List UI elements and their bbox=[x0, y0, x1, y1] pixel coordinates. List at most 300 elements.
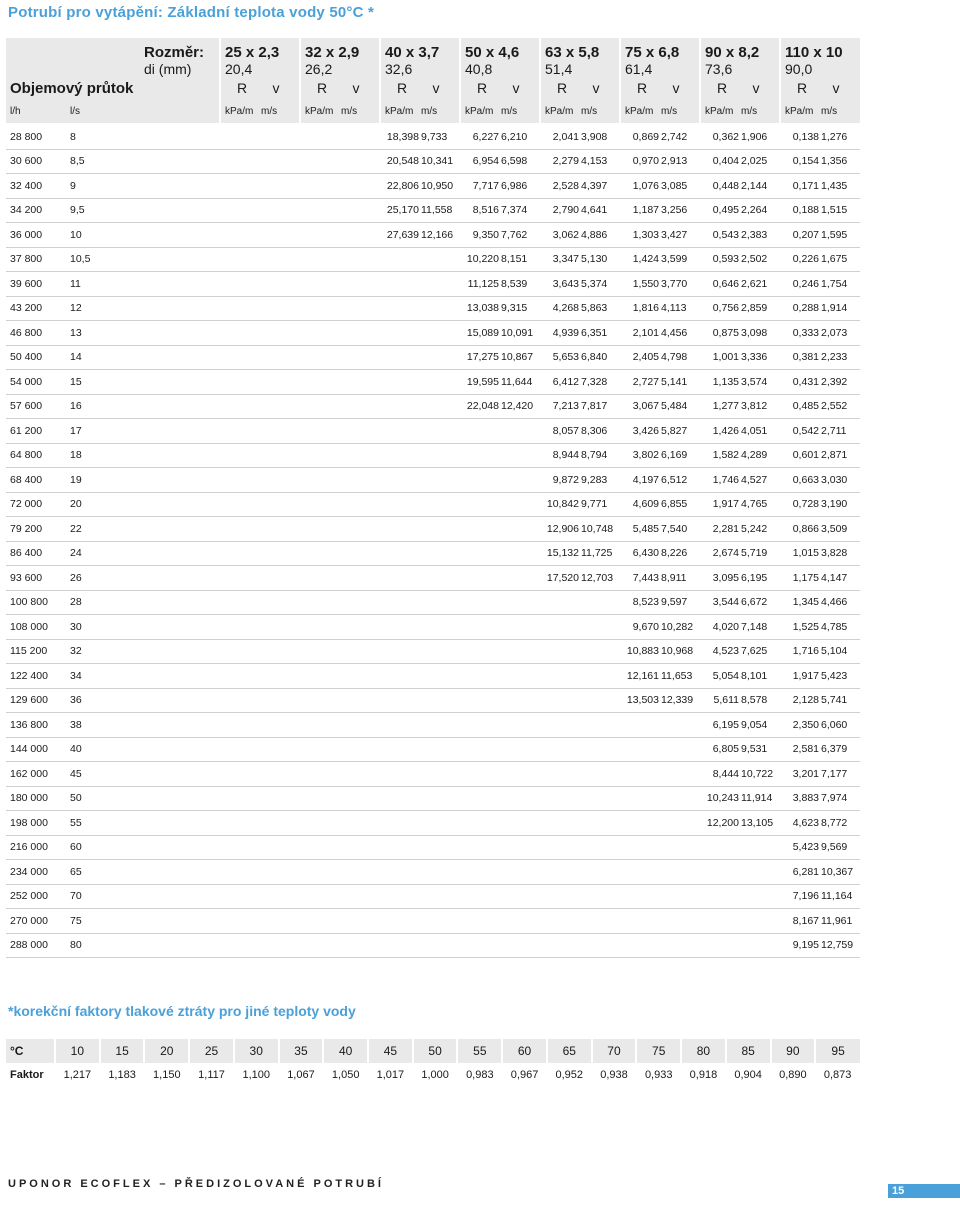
r-value: 1,187 bbox=[632, 204, 659, 217]
rv-cell bbox=[460, 639, 540, 664]
blank-cell bbox=[140, 198, 220, 223]
rv-cell bbox=[380, 468, 460, 493]
v-value: 5,863 bbox=[581, 302, 608, 315]
r-value: 0,288 bbox=[792, 302, 819, 315]
header-blank bbox=[6, 38, 140, 77]
table-row bbox=[6, 762, 860, 787]
flow-lh: 32 400 bbox=[6, 174, 66, 199]
v-value: 11,725 bbox=[581, 547, 613, 560]
r-label: R bbox=[316, 80, 328, 96]
r-value: 7,443 bbox=[632, 571, 659, 584]
blank-cell bbox=[140, 149, 220, 174]
rv-cell bbox=[700, 762, 780, 787]
r-value: 19,595 bbox=[466, 375, 499, 388]
v-label: v bbox=[592, 80, 600, 96]
rv-cell bbox=[620, 247, 700, 272]
r-value: 2,350 bbox=[792, 718, 819, 731]
rv-cell bbox=[300, 149, 380, 174]
r-value: 7,717 bbox=[472, 179, 499, 192]
rv-cell bbox=[300, 296, 380, 321]
r-value: 5,054 bbox=[712, 669, 739, 682]
flow-ls: 10,5 bbox=[66, 247, 140, 272]
factor-value: 1,017 bbox=[376, 1069, 405, 1081]
factor-label: Faktor bbox=[10, 1069, 44, 1081]
pipe-dimension: 110 x 10 bbox=[785, 44, 843, 61]
blank-cell bbox=[140, 639, 220, 664]
rv-cell bbox=[380, 370, 460, 395]
r-value: 20,548 bbox=[386, 155, 419, 168]
r-value: 0,362 bbox=[712, 130, 739, 143]
v-value: 4,886 bbox=[581, 228, 608, 241]
rv-cell bbox=[380, 198, 460, 223]
r-value: 3,883 bbox=[792, 792, 819, 805]
rv-cell bbox=[700, 419, 780, 444]
rv-cell bbox=[300, 272, 380, 297]
blank-cell bbox=[140, 590, 220, 615]
blank-cell bbox=[140, 370, 220, 395]
rv-cell bbox=[780, 541, 860, 566]
rv-cell bbox=[460, 198, 540, 223]
r-value: 27,639 bbox=[386, 228, 419, 241]
factor-value: 0,904 bbox=[734, 1069, 762, 1081]
correction-table bbox=[6, 1039, 860, 1087]
v-value: 6,512 bbox=[661, 473, 688, 486]
v-value: 3,098 bbox=[741, 326, 768, 339]
flow-ls: 16 bbox=[66, 394, 140, 419]
pipe-dimension: 50 x 4,6 bbox=[465, 44, 520, 61]
flow-ls: 10 bbox=[66, 223, 140, 248]
v-value: 8,151 bbox=[501, 253, 528, 266]
rv-cell bbox=[700, 443, 780, 468]
r-value: 6,954 bbox=[472, 155, 499, 168]
v-value: 3,030 bbox=[821, 473, 848, 486]
rv-header bbox=[620, 77, 700, 99]
v-value: 3,085 bbox=[661, 179, 688, 192]
rv-cell bbox=[380, 247, 460, 272]
rv-cell bbox=[780, 492, 860, 517]
rv-cell bbox=[460, 566, 540, 591]
rv-cell bbox=[220, 370, 300, 395]
v-value: 4,798 bbox=[661, 351, 688, 364]
v-value: 5,104 bbox=[821, 645, 848, 658]
unit-header bbox=[460, 99, 540, 124]
flow-ls: 20 bbox=[66, 492, 140, 517]
unit-header bbox=[540, 99, 620, 124]
flow-ls: 22 bbox=[66, 517, 140, 542]
table-row bbox=[6, 370, 860, 395]
rv-cell bbox=[700, 860, 780, 885]
v-value: 5,242 bbox=[741, 522, 768, 535]
page-number: 15 bbox=[892, 1185, 905, 1197]
rv-cell bbox=[540, 468, 620, 493]
rv-cell bbox=[540, 517, 620, 542]
v-value: 8,794 bbox=[581, 449, 608, 462]
unit-r: kPa/m bbox=[465, 105, 494, 117]
rv-cell bbox=[620, 786, 700, 811]
v-value: 7,762 bbox=[501, 228, 528, 241]
rv-cell bbox=[540, 566, 620, 591]
flow-lh: 34 200 bbox=[6, 198, 66, 223]
rv-cell bbox=[700, 492, 780, 517]
r-value: 3,544 bbox=[712, 596, 739, 609]
temp-value: 80 bbox=[681, 1039, 726, 1063]
pipe-dimension: 75 x 6,8 bbox=[625, 44, 680, 61]
flow-lh: 129 600 bbox=[6, 688, 66, 713]
rv-cell bbox=[540, 884, 620, 909]
rv-cell bbox=[460, 223, 540, 248]
blank-cell bbox=[140, 566, 220, 591]
rv-cell bbox=[460, 811, 540, 836]
rv-cell bbox=[540, 835, 620, 860]
r-value: 25,170 bbox=[386, 204, 419, 217]
flow-lh: 198 000 bbox=[6, 811, 66, 836]
r-value: 17,275 bbox=[466, 351, 499, 364]
rv-cell bbox=[620, 639, 700, 664]
table-row bbox=[6, 639, 860, 664]
rv-cell bbox=[220, 884, 300, 909]
v-value: 10,950 bbox=[421, 179, 454, 192]
v-value: 3,908 bbox=[581, 130, 608, 143]
rv-header bbox=[540, 77, 620, 99]
factor-value: 0,967 bbox=[510, 1069, 539, 1081]
v-value: 3,427 bbox=[661, 228, 688, 241]
pipe-inner-diameter: 90,0 bbox=[785, 61, 813, 77]
blank-cell bbox=[140, 468, 220, 493]
rv-cell bbox=[620, 664, 700, 689]
v-value: 6,060 bbox=[821, 718, 848, 731]
r-value: 2,727 bbox=[632, 375, 659, 388]
table-row bbox=[6, 468, 860, 493]
rv-cell bbox=[300, 370, 380, 395]
rv-cell bbox=[780, 762, 860, 787]
table-row bbox=[6, 884, 860, 909]
unit-r: kPa/m bbox=[785, 105, 814, 117]
rv-cell bbox=[460, 370, 540, 395]
r-value: 1,917 bbox=[792, 669, 819, 682]
rv-cell bbox=[460, 124, 540, 149]
v-value: 1,906 bbox=[741, 130, 768, 143]
flow-ls: 9 bbox=[66, 174, 140, 199]
v-value: 2,502 bbox=[741, 253, 768, 266]
r-value: 0,866 bbox=[792, 522, 819, 535]
rv-cell bbox=[380, 835, 460, 860]
r-label: R bbox=[636, 80, 648, 96]
factor-value: 1,050 bbox=[331, 1069, 360, 1081]
rv-cell bbox=[220, 174, 300, 199]
r-value: 0,543 bbox=[712, 228, 739, 241]
rv-cell bbox=[300, 247, 380, 272]
table-row bbox=[6, 737, 860, 762]
r-value: 8,167 bbox=[792, 914, 819, 927]
rv-cell bbox=[620, 615, 700, 640]
blank-cell bbox=[140, 247, 220, 272]
flow-ls: 8,5 bbox=[66, 149, 140, 174]
v-value: 2,025 bbox=[741, 155, 768, 168]
v-value: 1,595 bbox=[821, 228, 848, 241]
rv-cell bbox=[780, 860, 860, 885]
flow-lh: 100 800 bbox=[6, 590, 66, 615]
pipe-size-header bbox=[380, 38, 460, 77]
flow-ls: 26 bbox=[66, 566, 140, 591]
r-value: 0,485 bbox=[792, 400, 819, 413]
r-value: 2,790 bbox=[552, 204, 579, 217]
blank-cell bbox=[140, 835, 220, 860]
rv-cell bbox=[700, 933, 780, 958]
rv-cell bbox=[620, 149, 700, 174]
factor-value: 1,100 bbox=[242, 1069, 270, 1081]
flow-lh: 93 600 bbox=[6, 566, 66, 591]
flow-ls: 80 bbox=[66, 933, 140, 958]
r-value: 3,426 bbox=[632, 424, 659, 437]
table-row bbox=[6, 443, 860, 468]
rv-cell bbox=[220, 321, 300, 346]
rv-cell bbox=[540, 639, 620, 664]
r-value: 13,038 bbox=[466, 302, 499, 315]
pipe-inner-diameter: 32,6 bbox=[385, 61, 413, 77]
rv-cell bbox=[220, 909, 300, 934]
rv-cell bbox=[460, 933, 540, 958]
factor-value: 0,952 bbox=[555, 1069, 584, 1081]
rv-cell bbox=[300, 443, 380, 468]
blank-cell bbox=[140, 737, 220, 762]
temp-value: 75 bbox=[636, 1039, 681, 1063]
unit-v: m/s bbox=[501, 105, 518, 117]
v-label: v bbox=[752, 80, 760, 96]
rv-cell bbox=[380, 664, 460, 689]
flow-lh: 86 400 bbox=[6, 541, 66, 566]
blank-cell bbox=[140, 345, 220, 370]
r-value: 0,154 bbox=[792, 155, 819, 168]
v-label: v bbox=[352, 80, 360, 96]
r-value: 6,412 bbox=[552, 375, 579, 388]
rv-cell bbox=[700, 566, 780, 591]
r-value: 7,213 bbox=[552, 400, 579, 413]
factor-value: 0,933 bbox=[644, 1069, 673, 1081]
v-value: 3,574 bbox=[741, 375, 768, 388]
rv-cell bbox=[220, 247, 300, 272]
v-value: 7,974 bbox=[821, 792, 848, 805]
flow-lh: 72 000 bbox=[6, 492, 66, 517]
rv-cell bbox=[460, 909, 540, 934]
pipe-dimension: 32 x 2,9 bbox=[305, 44, 360, 61]
flow-ls: 18 bbox=[66, 443, 140, 468]
rv-cell bbox=[540, 198, 620, 223]
v-value: 3,828 bbox=[821, 547, 848, 560]
r-value: 0,207 bbox=[792, 228, 819, 241]
r-value: 6,281 bbox=[792, 865, 819, 878]
r-value: 3,802 bbox=[632, 449, 659, 462]
v-label: v bbox=[272, 80, 280, 96]
rv-cell bbox=[780, 149, 860, 174]
rv-cell bbox=[780, 713, 860, 738]
temp-value: 20 bbox=[144, 1039, 189, 1063]
rv-cell bbox=[220, 468, 300, 493]
r-value: 1,277 bbox=[712, 400, 739, 413]
v-value: 6,169 bbox=[661, 449, 688, 462]
v-value: 10,748 bbox=[581, 522, 614, 535]
v-value: 12,339 bbox=[661, 694, 694, 707]
page-number-bar bbox=[888, 1184, 960, 1198]
r-value: 12,161 bbox=[626, 669, 659, 682]
v-value: 4,527 bbox=[741, 473, 768, 486]
r-value: 4,268 bbox=[552, 302, 579, 315]
v-value: 4,785 bbox=[821, 620, 848, 633]
v-value: 12,166 bbox=[421, 228, 454, 241]
v-value: 4,113 bbox=[661, 302, 687, 315]
flow-ls: 30 bbox=[66, 615, 140, 640]
unit-r: kPa/m bbox=[385, 105, 414, 117]
rv-cell bbox=[780, 933, 860, 958]
rv-cell bbox=[620, 296, 700, 321]
v-value: 11,164 bbox=[821, 890, 853, 903]
flow-lh: 64 800 bbox=[6, 443, 66, 468]
r-value: 0,246 bbox=[792, 277, 819, 290]
r-value: 0,448 bbox=[712, 179, 739, 192]
pipe-size-header bbox=[780, 38, 860, 77]
v-value: 4,289 bbox=[741, 449, 768, 462]
rv-cell bbox=[380, 321, 460, 346]
table-row bbox=[6, 247, 860, 272]
rv-cell bbox=[780, 566, 860, 591]
v-value: 12,759 bbox=[821, 939, 854, 952]
factor-value: 1,183 bbox=[108, 1069, 136, 1081]
flow-ls: 75 bbox=[66, 909, 140, 934]
rv-cell bbox=[780, 468, 860, 493]
unit-blank bbox=[140, 99, 220, 124]
blank-cell bbox=[140, 394, 220, 419]
blank-cell bbox=[140, 615, 220, 640]
header-row-units bbox=[6, 99, 860, 124]
rv-cell bbox=[540, 419, 620, 444]
flow-lh: 79 200 bbox=[6, 517, 66, 542]
rv-cell bbox=[780, 174, 860, 199]
r-value: 1,426 bbox=[712, 424, 739, 437]
v-value: 9,531 bbox=[741, 743, 768, 756]
temp-value: 95 bbox=[815, 1039, 860, 1063]
rv-cell bbox=[780, 786, 860, 811]
r-value: 4,020 bbox=[712, 620, 739, 633]
v-value: 11,653 bbox=[661, 669, 693, 682]
rv-cell bbox=[300, 590, 380, 615]
rv-cell bbox=[620, 394, 700, 419]
v-value: 10,282 bbox=[661, 620, 694, 633]
r-value: 1,550 bbox=[632, 277, 659, 290]
unit-header bbox=[780, 99, 860, 124]
v-value: 1,435 bbox=[821, 179, 848, 192]
pipe-size-header bbox=[620, 38, 700, 77]
rv-cell bbox=[460, 345, 540, 370]
rv-cell bbox=[540, 737, 620, 762]
v-value: 2,233 bbox=[821, 351, 848, 364]
r-value: 1,917 bbox=[712, 498, 739, 511]
rv-cell bbox=[220, 124, 300, 149]
r-value: 1,015 bbox=[792, 547, 819, 560]
rv-header bbox=[220, 77, 300, 99]
temp-value: 30 bbox=[234, 1039, 279, 1063]
r-value: 0,138 bbox=[792, 130, 819, 143]
rv-cell bbox=[540, 272, 620, 297]
r-value: 0,970 bbox=[632, 155, 659, 168]
rv-cell bbox=[220, 198, 300, 223]
v-value: 8,911 bbox=[661, 571, 687, 584]
table-row bbox=[6, 811, 860, 836]
rv-cell bbox=[700, 272, 780, 297]
rv-cell bbox=[220, 517, 300, 542]
flow-lh: 54 000 bbox=[6, 370, 66, 395]
rv-cell bbox=[780, 272, 860, 297]
r-value: 4,197 bbox=[632, 473, 659, 486]
rv-cell bbox=[620, 909, 700, 934]
pipe-dimension: 25 x 2,3 bbox=[225, 44, 280, 61]
pipe-size-header bbox=[700, 38, 780, 77]
rv-cell bbox=[620, 566, 700, 591]
rv-cell bbox=[620, 198, 700, 223]
v-value: 1,276 bbox=[821, 130, 848, 143]
rv-cell bbox=[780, 321, 860, 346]
rv-cell bbox=[220, 345, 300, 370]
r-value: 2,528 bbox=[552, 179, 579, 192]
flow-ls: 13 bbox=[66, 321, 140, 346]
flow-ls: 11 bbox=[66, 272, 140, 297]
blank-cell bbox=[140, 688, 220, 713]
flow-ls: 32 bbox=[66, 639, 140, 664]
rv-cell bbox=[220, 811, 300, 836]
rv-cell bbox=[700, 713, 780, 738]
rv-cell bbox=[780, 664, 860, 689]
blank-cell bbox=[140, 664, 220, 689]
table-row bbox=[6, 664, 860, 689]
rv-cell bbox=[460, 884, 540, 909]
temp-value: 50 bbox=[413, 1039, 458, 1063]
flow-lh: 136 800 bbox=[6, 713, 66, 738]
rv-cell bbox=[540, 247, 620, 272]
table-row bbox=[6, 688, 860, 713]
rv-cell bbox=[780, 517, 860, 542]
rv-cell bbox=[460, 419, 540, 444]
flow-table-header bbox=[6, 38, 860, 124]
r-value: 0,601 bbox=[792, 449, 819, 462]
v-value: 7,817 bbox=[581, 400, 608, 413]
v-value: 2,742 bbox=[661, 130, 688, 143]
rv-cell bbox=[380, 345, 460, 370]
table-row bbox=[6, 615, 860, 640]
rv-cell bbox=[620, 541, 700, 566]
rv-cell bbox=[460, 247, 540, 272]
r-value: 17,520 bbox=[546, 571, 579, 584]
rv-cell bbox=[780, 198, 860, 223]
blank-cell bbox=[140, 811, 220, 836]
factor-value: 1,067 bbox=[287, 1069, 315, 1081]
v-label: v bbox=[432, 80, 440, 96]
flow-ls: 70 bbox=[66, 884, 140, 909]
rv-cell bbox=[460, 468, 540, 493]
v-value: 4,153 bbox=[581, 155, 608, 168]
r-value: 2,041 bbox=[552, 130, 579, 143]
factor-value: 1,150 bbox=[153, 1069, 181, 1081]
r-value: 0,226 bbox=[792, 253, 819, 266]
r-value: 3,643 bbox=[552, 277, 579, 290]
unit-header bbox=[700, 99, 780, 124]
blank-cell bbox=[140, 321, 220, 346]
r-value: 9,872 bbox=[552, 473, 579, 486]
v-value: 9,315 bbox=[501, 302, 528, 315]
blank-cell bbox=[140, 296, 220, 321]
table-row bbox=[6, 124, 860, 149]
v-value: 4,397 bbox=[581, 179, 608, 192]
v-value: 10,968 bbox=[661, 645, 694, 658]
rv-cell bbox=[220, 296, 300, 321]
rv-cell bbox=[700, 835, 780, 860]
